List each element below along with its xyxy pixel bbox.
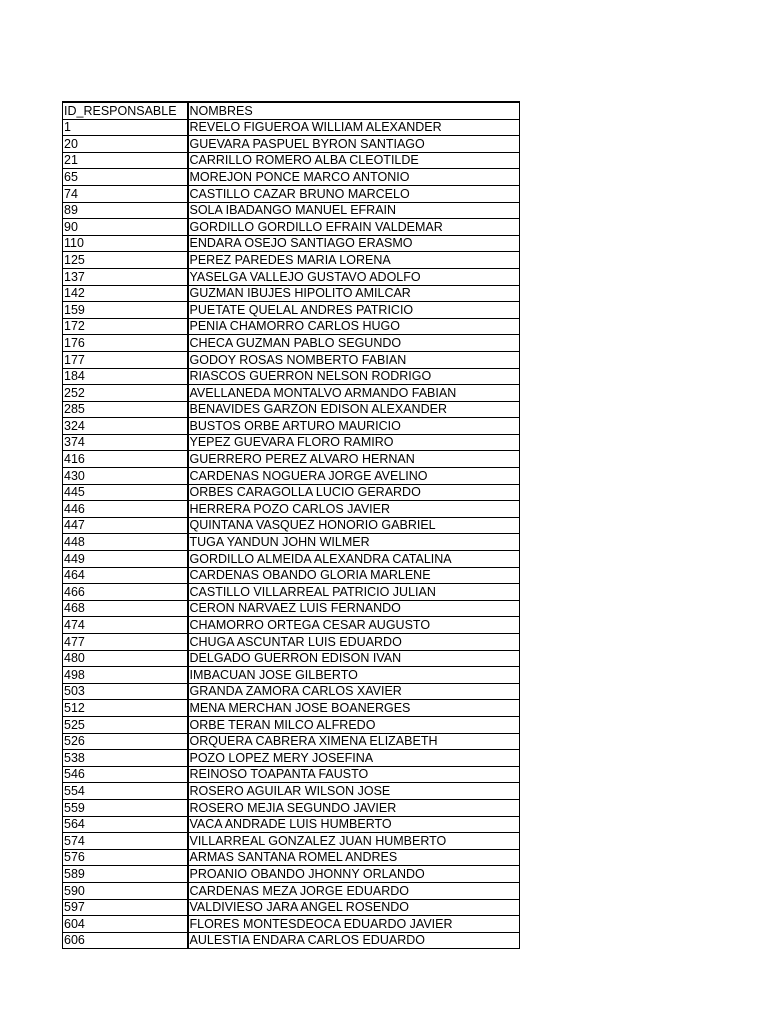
cell-id-responsable: 559 [63,799,188,816]
cell-id-responsable: 564 [63,816,188,833]
table-row [63,318,520,335]
cell-id-responsable: 474 [63,617,188,634]
cell-nombres: GRANDA ZAMORA CARLOS XAVIER [188,683,520,700]
cell-id-responsable: 184 [63,368,188,385]
cell-id-responsable: 110 [63,235,188,252]
cell-nombres: CARDENAS MEZA JORGE EDUARDO [188,882,520,899]
table-row [63,401,520,418]
cell-nombres: ARMAS SANTANA ROMEL ANDRES [188,849,520,866]
table-row [63,534,520,551]
cell-id-responsable: 142 [63,285,188,302]
responsables-sheet [62,101,519,949]
cell-nombres: CASTILLO CAZAR BRUNO MARCELO [188,185,520,202]
table-row [63,551,520,568]
cell-id-responsable: 20 [63,136,188,153]
cell-id-responsable: 445 [63,484,188,501]
table-row [63,866,520,883]
cell-id-responsable: 538 [63,750,188,767]
cell-id-responsable: 512 [63,700,188,717]
table-row [63,451,520,468]
table-header-row [63,102,520,119]
cell-nombres: CERON NARVAEZ LUIS FERNANDO [188,600,520,617]
table-row [63,650,520,667]
cell-id-responsable: 89 [63,202,188,219]
cell-nombres: CHAMORRO ORTEGA CESAR AUGUSTO [188,617,520,634]
cell-nombres: PENIA CHAMORRO CARLOS HUGO [188,318,520,335]
cell-nombres: AULESTIA ENDARA CARLOS EDUARDO [188,932,520,949]
cell-nombres: CARRILLO ROMERO ALBA CLEOTILDE [188,152,520,169]
table-row [63,517,520,534]
cell-nombres: REVELO FIGUEROA WILLIAM ALEXANDER [188,119,520,136]
table-row [63,252,520,269]
cell-nombres: ORBES CARAGOLLA LUCIO GERARDO [188,484,520,501]
table-row [63,169,520,186]
cell-nombres: CASTILLO VILLARREAL PATRICIO JULIAN [188,584,520,601]
table-row [63,634,520,651]
cell-id-responsable: 576 [63,849,188,866]
cell-nombres: YASELGA VALLEJO GUSTAVO ADOLFO [188,268,520,285]
cell-nombres: HERRERA POZO CARLOS JAVIER [188,501,520,518]
cell-id-responsable: 447 [63,517,188,534]
cell-id-responsable: 554 [63,783,188,800]
table-row [63,567,520,584]
cell-id-responsable: 498 [63,667,188,684]
cell-nombres: ROSERO MEJIA SEGUNDO JAVIER [188,799,520,816]
cell-nombres: REINOSO TOAPANTA FAUSTO [188,766,520,783]
cell-nombres: RIASCOS GUERRON NELSON RODRIGO [188,368,520,385]
cell-id-responsable: 590 [63,882,188,899]
cell-id-responsable: 252 [63,385,188,402]
cell-nombres: TUGA YANDUN JOHN WILMER [188,534,520,551]
column-header-id: ID_RESPONSABLE [63,102,188,119]
cell-nombres: FLORES MONTESDEOCA EDUARDO JAVIER [188,916,520,933]
table-row [63,285,520,302]
cell-id-responsable: 74 [63,185,188,202]
cell-id-responsable: 374 [63,434,188,451]
table-row [63,385,520,402]
table-row [63,584,520,601]
cell-nombres: SOLA IBADANGO MANUEL EFRAIN [188,202,520,219]
table-row [63,119,520,136]
cell-nombres: GODOY ROSAS NOMBERTO FABIAN [188,351,520,368]
cell-nombres: MOREJON PONCE MARCO ANTONIO [188,169,520,186]
cell-nombres: VILLARREAL GONZALEZ JUAN HUMBERTO [188,833,520,850]
table-row [63,683,520,700]
table-row [63,932,520,949]
table-row [63,617,520,634]
cell-nombres: CHECA GUZMAN PABLO SEGUNDO [188,335,520,352]
table-row [63,882,520,899]
table-row [63,816,520,833]
table-row [63,700,520,717]
cell-id-responsable: 137 [63,268,188,285]
cell-id-responsable: 574 [63,833,188,850]
cell-nombres: CHUGA ASCUNTAR LUIS EDUARDO [188,634,520,651]
cell-nombres: PROANIO OBANDO JHONNY ORLANDO [188,866,520,883]
cell-nombres: CARDENAS OBANDO GLORIA MARLENE [188,567,520,584]
cell-id-responsable: 285 [63,401,188,418]
table-row [63,833,520,850]
cell-id-responsable: 90 [63,219,188,236]
table-row [63,468,520,485]
cell-nombres: BENAVIDES GARZON EDISON ALEXANDER [188,401,520,418]
table-row [63,733,520,750]
table-row [63,899,520,916]
cell-nombres: PUETATE QUELAL ANDRES PATRICIO [188,302,520,319]
cell-nombres: MENA MERCHAN JOSE BOANERGES [188,700,520,717]
cell-nombres: ORQUERA CABRERA XIMENA ELIZABETH [188,733,520,750]
cell-nombres: YEPEZ GUEVARA FLORO RAMIRO [188,434,520,451]
cell-id-responsable: 448 [63,534,188,551]
cell-id-responsable: 604 [63,916,188,933]
cell-id-responsable: 480 [63,650,188,667]
cell-nombres: GUZMAN IBUJES HIPOLITO AMILCAR [188,285,520,302]
table-row [63,600,520,617]
table-row [63,667,520,684]
table-row [63,235,520,252]
table-row [63,268,520,285]
table-row [63,418,520,435]
cell-id-responsable: 464 [63,567,188,584]
table-row [63,501,520,518]
cell-nombres: PEREZ PAREDES MARIA LORENA [188,252,520,269]
table-row [63,185,520,202]
table-row [63,783,520,800]
cell-id-responsable: 324 [63,418,188,435]
table-row [63,484,520,501]
cell-nombres: GORDILLO GORDILLO EFRAIN VALDEMAR [188,219,520,236]
cell-id-responsable: 177 [63,351,188,368]
cell-nombres: GUERRERO PEREZ ALVARO HERNAN [188,451,520,468]
table-row [63,302,520,319]
cell-id-responsable: 477 [63,634,188,651]
cell-id-responsable: 65 [63,169,188,186]
table-row [63,202,520,219]
cell-nombres: DELGADO GUERRON EDISON IVAN [188,650,520,667]
table-row [63,799,520,816]
cell-id-responsable: 449 [63,551,188,568]
cell-id-responsable: 430 [63,468,188,485]
cell-nombres: GUEVARA PASPUEL BYRON SANTIAGO [188,136,520,153]
cell-id-responsable: 525 [63,716,188,733]
cell-id-responsable: 468 [63,600,188,617]
table-row [63,916,520,933]
cell-id-responsable: 606 [63,932,188,949]
cell-id-responsable: 466 [63,584,188,601]
cell-id-responsable: 125 [63,252,188,269]
table-row [63,766,520,783]
cell-nombres: BUSTOS ORBE ARTURO MAURICIO [188,418,520,435]
cell-id-responsable: 546 [63,766,188,783]
table-row [63,368,520,385]
cell-nombres: AVELLANEDA MONTALVO ARMANDO FABIAN [188,385,520,402]
cell-id-responsable: 526 [63,733,188,750]
cell-id-responsable: 1 [63,119,188,136]
table-row [63,351,520,368]
cell-nombres: VALDIVIESO JARA ANGEL ROSENDO [188,899,520,916]
cell-id-responsable: 159 [63,302,188,319]
cell-nombres: QUINTANA VASQUEZ HONORIO GABRIEL [188,517,520,534]
table-row [63,335,520,352]
cell-id-responsable: 172 [63,318,188,335]
cell-nombres: CARDENAS NOGUERA JORGE AVELINO [188,468,520,485]
table-row [63,152,520,169]
table-body [63,119,520,949]
cell-id-responsable: 176 [63,335,188,352]
cell-id-responsable: 589 [63,866,188,883]
cell-id-responsable: 21 [63,152,188,169]
table-row [63,849,520,866]
cell-nombres: ROSERO AGUILAR WILSON JOSE [188,783,520,800]
column-header-nombres: NOMBRES [188,102,520,119]
cell-nombres: VACA ANDRADE LUIS HUMBERTO [188,816,520,833]
responsables-table [62,101,520,949]
cell-id-responsable: 416 [63,451,188,468]
table-row [63,136,520,153]
cell-id-responsable: 446 [63,501,188,518]
cell-id-responsable: 597 [63,899,188,916]
table-row [63,716,520,733]
cell-nombres: GORDILLO ALMEIDA ALEXANDRA CATALINA [188,551,520,568]
cell-nombres: ORBE TERAN MILCO ALFREDO [188,716,520,733]
cell-nombres: POZO LOPEZ MERY JOSEFINA [188,750,520,767]
cell-id-responsable: 503 [63,683,188,700]
table-row [63,434,520,451]
cell-nombres: ENDARA OSEJO SANTIAGO ERASMO [188,235,520,252]
table-row [63,750,520,767]
cell-nombres: IMBACUAN JOSE GILBERTO [188,667,520,684]
table-row [63,219,520,236]
